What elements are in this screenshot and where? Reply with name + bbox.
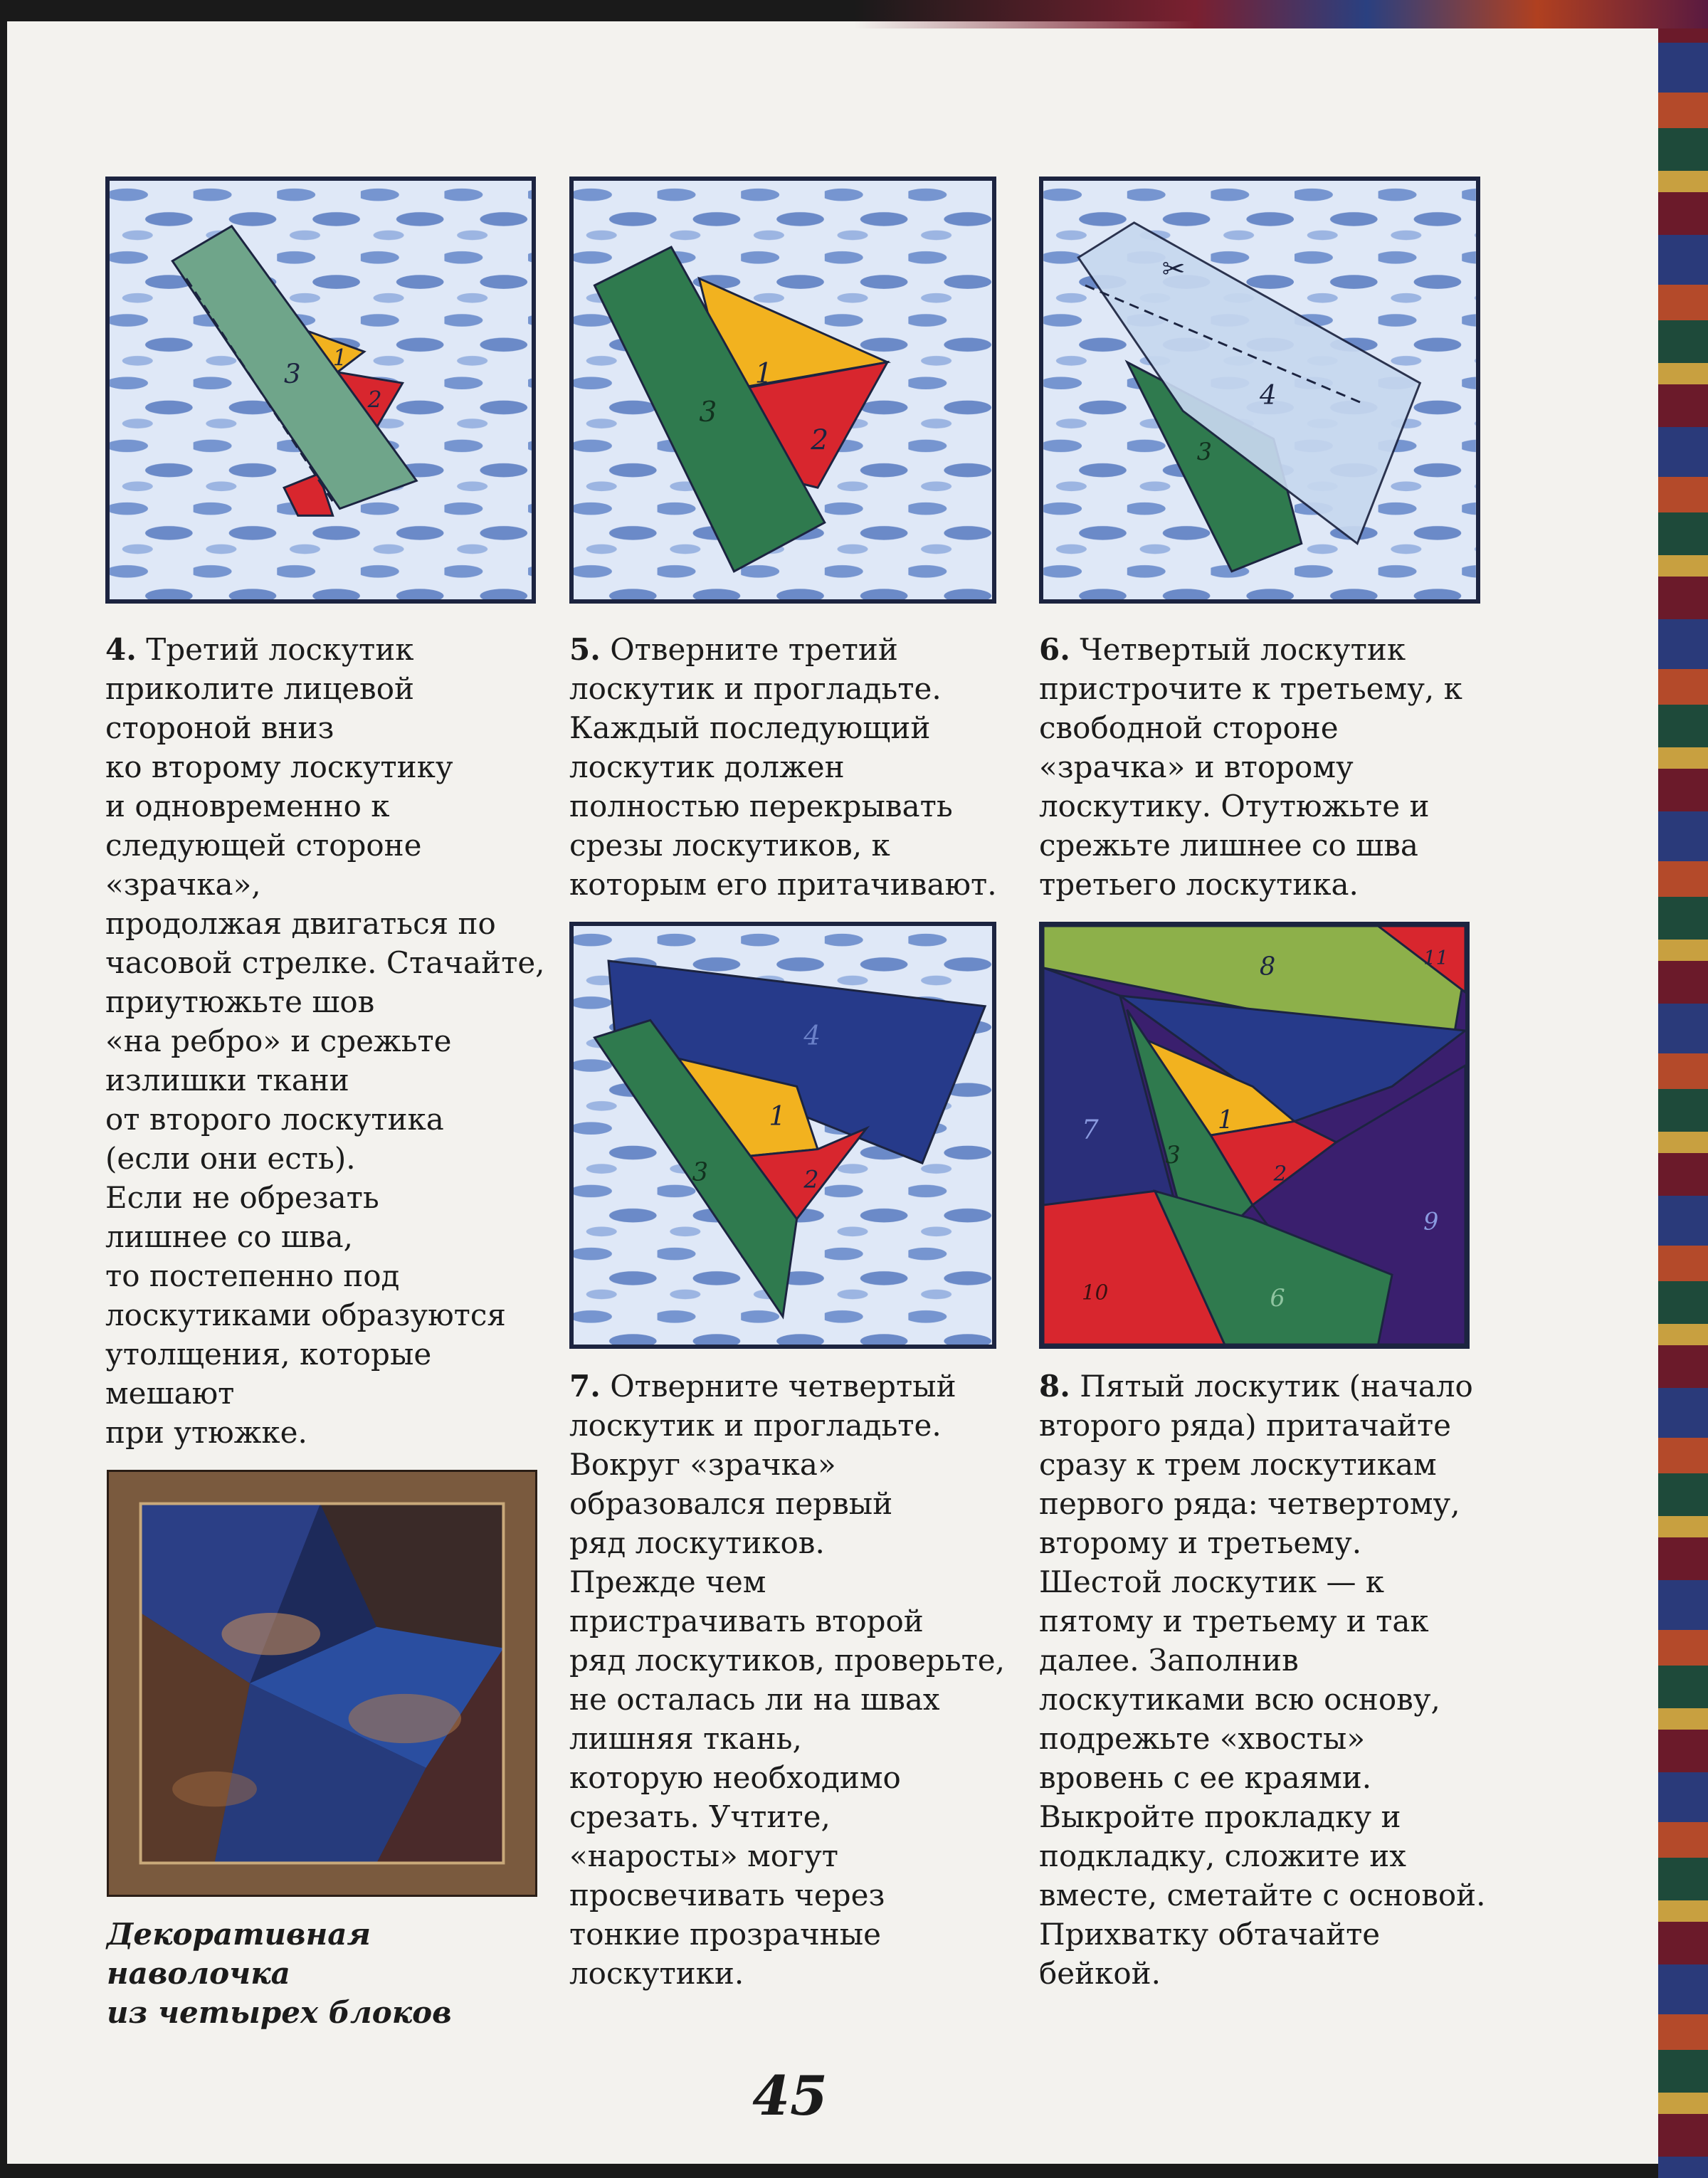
fig8-label-10: 10 bbox=[1081, 1280, 1109, 1305]
figure-step-8 bbox=[1039, 922, 1470, 1349]
step-6-caption bbox=[1039, 630, 1480, 904]
fig5-label-1: 1 bbox=[754, 358, 773, 391]
figure-8-drawing bbox=[1043, 926, 1465, 1345]
step-4-number: 4. bbox=[105, 632, 137, 667]
figure-step-5 bbox=[569, 177, 996, 604]
fig7-label-1: 1 bbox=[769, 1100, 786, 1132]
fig6-label-4: 4 bbox=[1260, 379, 1277, 411]
scissors-icon: ✂ bbox=[1161, 253, 1186, 286]
step-5-caption bbox=[569, 630, 1011, 904]
fig8-label-7: 7 bbox=[1081, 1113, 1099, 1145]
page-edge-decoration bbox=[1658, 0, 1708, 2178]
fig8-label-1: 1 bbox=[1218, 1105, 1234, 1135]
fig8-label-9: 9 bbox=[1423, 1207, 1439, 1236]
top-edge-decoration bbox=[854, 0, 1708, 28]
fig4-label-3: 3 bbox=[284, 358, 301, 390]
fig8-label-11: 11 bbox=[1423, 947, 1449, 969]
step-6-number: 6. bbox=[1039, 632, 1070, 667]
step-4-caption bbox=[105, 630, 561, 1452]
cushion-photo bbox=[107, 1470, 537, 1897]
fig4-label-2: 2 bbox=[367, 387, 382, 414]
step-7-number: 7. bbox=[569, 1369, 601, 1404]
step-8-number: 8. bbox=[1039, 1369, 1070, 1404]
fig8-label-3: 3 bbox=[1165, 1141, 1181, 1169]
fig8-label-6: 6 bbox=[1270, 1284, 1285, 1312]
figure-6-drawing bbox=[1043, 181, 1476, 599]
figure-step-4 bbox=[105, 177, 536, 604]
figure-step-7 bbox=[569, 922, 996, 1349]
figure-step-6 bbox=[1039, 177, 1480, 604]
step-5-number: 5. bbox=[569, 632, 601, 667]
figure-5-drawing bbox=[574, 181, 992, 599]
step-8-text: Пятый лоскутик (начало второго ряда) притачайте сразу к трем лоскутикам первого ряда: четвертому, второму и третьему. Шестой лоскутик — к пятому и третьему и так далее. Заполнив лоскутиками всю основу, подрежьте «хвосты» вровень с ее краями. Выкройте прокладку и подкладку, сложите их вместе, сметайте с основой. Прихватку обтачайте бейкой. bbox=[1039, 1369, 1486, 1991]
step-5-text: Отверните третий лоскутик и прогладьте. Каждый последующий лоскутик должен полностью перекрывать срезы лоскутиков, к которым его притачивают. bbox=[569, 632, 997, 902]
fig7-label-4: 4 bbox=[803, 1019, 821, 1051]
fig6-label-3: 3 bbox=[1196, 438, 1213, 465]
step-7-text: Отверните четвертый лоскутик и прогладьте. Вокруг «зрачка» образовался первый ряд лоскутиков. Прежде чем пристрачивать второй ряд лоскутиков, проверьте, не осталась ли на швах лишняя ткань, которую необходимо срезать. Учтите, «наросты» могут просвечивать через тонкие прозрачные лоскутики. bbox=[569, 1369, 1006, 1991]
figure-4-drawing bbox=[110, 181, 532, 599]
cushion-photo-image bbox=[109, 1472, 535, 1895]
fig7-label-2: 2 bbox=[803, 1165, 819, 1194]
fig5-label-2: 2 bbox=[811, 424, 829, 457]
step-4-text: Третий лоскутик приколите лицевой стороной вниз ко второму лоскутику и одновременно к следующей стороне «зрачка», продолжая двигаться по часовой стрелке. Стачайте, приутюжьте шов «на ребро» и срежьте излишки ткани от второго лоскутика (если они есть). Если не обрезать лишнее со шва, то постепенно под лоскутиками образуются утолщения, которые мешают при утюжке. bbox=[105, 632, 545, 1450]
photo-caption: Декоративная наволочка из четырех блоков bbox=[107, 1917, 452, 2030]
fig8-label-2: 2 bbox=[1273, 1161, 1287, 1186]
figure-7-drawing bbox=[574, 926, 992, 1345]
fig7-label-3: 3 bbox=[692, 1157, 709, 1187]
page-number: 45 bbox=[752, 2064, 828, 2127]
fig8-label-8: 8 bbox=[1259, 952, 1276, 982]
step-7-caption bbox=[569, 1367, 1011, 1993]
step-8-caption bbox=[1039, 1367, 1509, 1993]
step-6-text: Четвертый лоскутик пристрочите к третьему, к свободной стороне «зрачка» и второму лоскутику. Отутюжьте и срежьте лишнее со шва третьего лоскутика. bbox=[1039, 632, 1462, 902]
fig4-label-1: 1 bbox=[332, 345, 347, 372]
fig5-label-3: 3 bbox=[699, 396, 717, 429]
